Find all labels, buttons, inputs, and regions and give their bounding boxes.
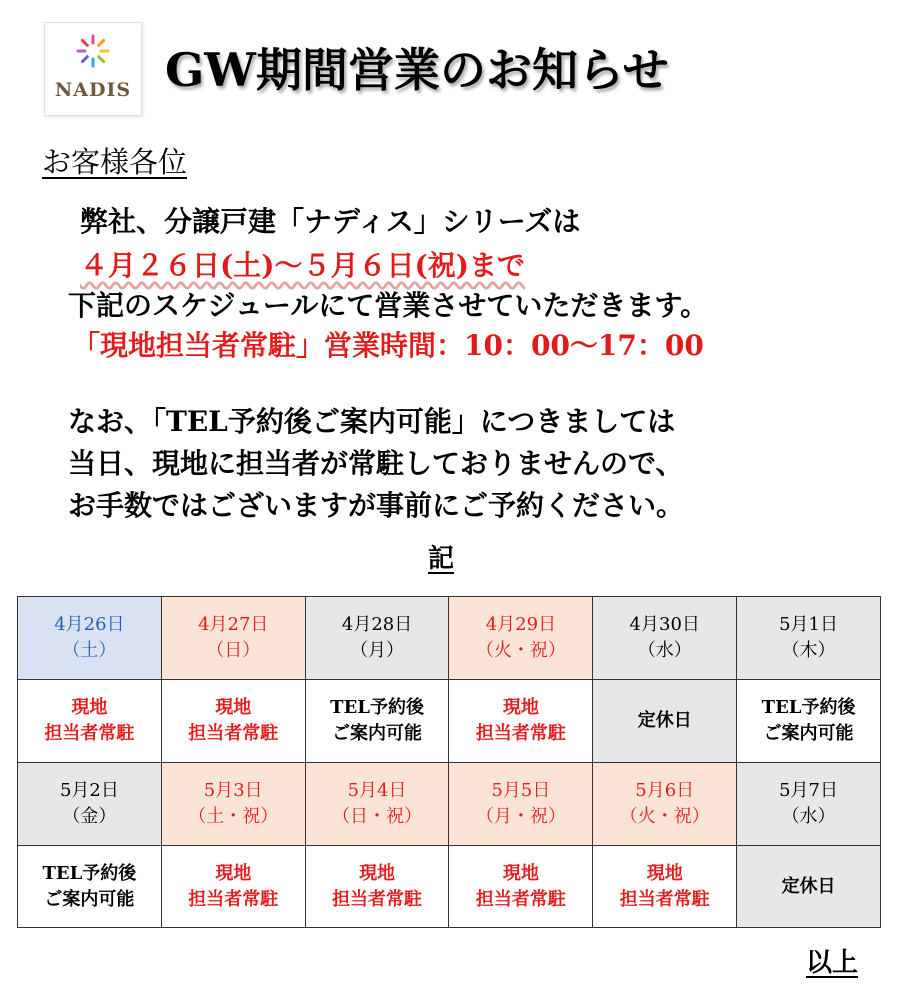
status-cell: TEL予約後 ご案内可能 <box>737 680 881 763</box>
date-cell: 5月5日 （月・祝） <box>449 763 593 846</box>
date-cell: 5月3日 （土・祝） <box>161 763 305 846</box>
date-cell: 4月30日 （水） <box>593 597 737 680</box>
intro-line-3: 下記のスケジュールにて営業させていただきます。 <box>68 289 709 322</box>
intro-line-1: 弊社、分譲戸建「ナディス」シリーズは <box>80 205 581 238</box>
note-line-2: 当日、現地に担当者が常駐しておりませんので、 <box>68 447 684 480</box>
date-cell: 5月7日 （水） <box>737 763 881 846</box>
status-cell: TEL予約後 ご案内可能 <box>18 846 162 928</box>
salutation: お客様各位 <box>42 145 188 179</box>
schedule-status-row <box>18 680 881 763</box>
schedule-date-row <box>18 763 881 846</box>
schedule-table <box>17 596 881 928</box>
status-cell: 現地 担当者常駐 <box>18 680 162 763</box>
date-cell: 5月1日 （木） <box>737 597 881 680</box>
status-cell: 現地 担当者常駐 <box>593 846 737 928</box>
date-cell: 4月28日 （月） <box>305 597 449 680</box>
date-cell: 4月26日 （土） <box>18 597 162 680</box>
status-cell: 現地 担当者常駐 <box>449 680 593 763</box>
logo-text: NADIS <box>54 79 132 101</box>
status-cell: 定休日 <box>593 680 737 763</box>
status-cell: 現地 担当者常駐 <box>305 846 449 928</box>
page-title: GW期間営業のお知らせ <box>165 43 669 97</box>
closing-mark: 以上 <box>806 948 859 978</box>
date-cell: 5月4日 （日・祝） <box>305 763 449 846</box>
note-line-1: なお、「TEL予約後ご案内可能」につきましては <box>68 405 676 438</box>
date-cell: 4月29日 （火・祝） <box>449 597 593 680</box>
date-cell: 4月27日 （日） <box>161 597 305 680</box>
company-logo <box>44 22 142 116</box>
status-cell: TEL予約後 ご案内可能 <box>305 680 449 763</box>
status-cell: 定休日 <box>737 846 881 928</box>
ki-heading: 記 <box>428 544 455 574</box>
note-line-3: お手数ではございますが事前にご予約ください。 <box>68 489 685 522</box>
schedule-status-row <box>18 846 881 928</box>
status-cell: 現地 担当者常駐 <box>161 846 305 928</box>
business-hours-line: 「現地担当者常駐」営業時間：10：00～17：00 <box>72 329 704 362</box>
date-cell: 5月2日 （金） <box>18 763 162 846</box>
date-cell: 5月6日 （火・祝） <box>593 763 737 846</box>
schedule-date-row <box>18 597 881 680</box>
flower-burst-logo-icon <box>75 33 111 69</box>
status-cell: 現地 担当者常駐 <box>161 680 305 763</box>
date-range-line: ４月２６日(土)～５月６日(祝)まで <box>80 249 525 282</box>
status-cell: 現地 担当者常駐 <box>449 846 593 928</box>
